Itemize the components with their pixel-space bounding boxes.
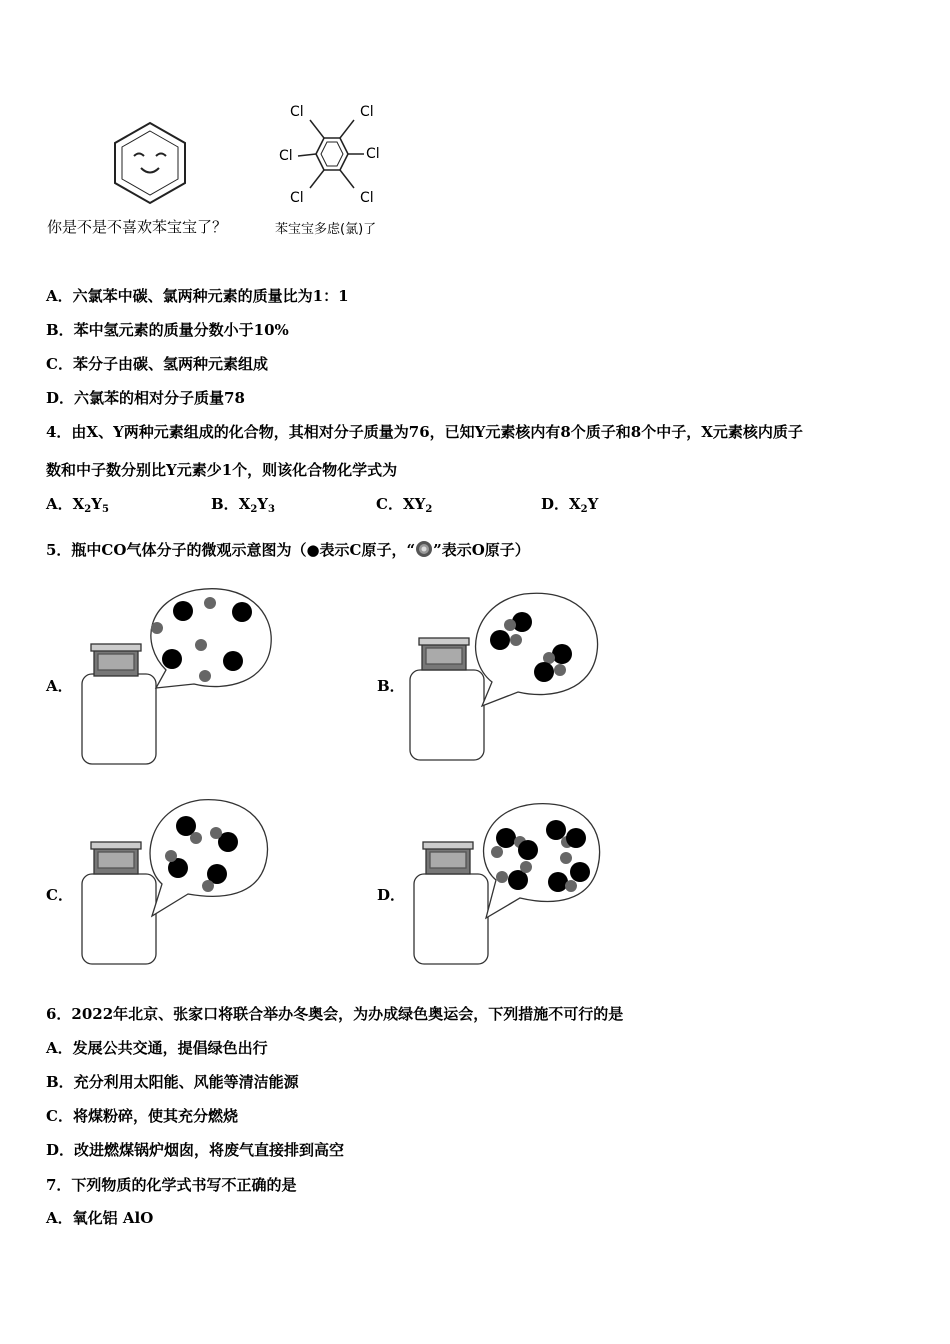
- q5-option-a-label: A．: [46, 677, 73, 695]
- q3-option-d: D．六氯苯的相对分子质量78: [46, 389, 245, 407]
- q5-option-b-diagram: [404, 588, 604, 768]
- figure-caption-left: 你是不是不喜欢苯宝宝了？: [47, 218, 228, 236]
- q5-option-c-label: C．: [46, 886, 73, 904]
- q4-option-c: C．$XY_2$: [376, 495, 433, 515]
- q7-option-a: A．氧化铝 AlO: [46, 1209, 154, 1227]
- cl-label: Cl: [290, 190, 304, 206]
- speech-bubble: [484, 804, 600, 918]
- q4-option-a: A．$X_2Y_5$: [46, 495, 109, 515]
- q4-option-b: B．$X_2Y_3$: [211, 495, 275, 515]
- q3-option-a: A．六氯苯中碳、氯两种元素的质量比为1：1: [46, 287, 349, 305]
- gas-bottle: [414, 842, 488, 964]
- q4-stem-line2: 数和中子数分别比Y元素少1个，则该化合物化学式为: [46, 461, 398, 479]
- figure-caption-right: 苯宝宝多虑(氯)了: [275, 222, 377, 237]
- cl-label: Cl: [360, 190, 374, 206]
- q5-stem: 5．瓶中CO气体分子的微观示意图为（●表示C原子，“ ”表示O原子）: [46, 541, 530, 559]
- gas-bottle: [82, 644, 156, 764]
- q5-option-b-label: B．: [377, 677, 405, 695]
- gas-bottle: [82, 842, 156, 964]
- cl-label: Cl: [366, 146, 380, 162]
- q7-stem: 7．下列物质的化学式书写不正确的是: [46, 1176, 297, 1194]
- q3-option-b: B．苯中氢元素的质量分数小于10%: [46, 321, 289, 339]
- q6-option-b: B．充分利用太阳能、风能等清洁能源: [46, 1073, 299, 1091]
- q3-option-c: C．苯分子由碳、氢两种元素组成: [46, 355, 268, 373]
- cl-label: Cl: [290, 104, 304, 120]
- q4-stem-line1: 4．由X、Y两种元素组成的化合物，其相对分子质量为76，已知Y元素核内有8个质子和8个中子，X元素核内质子: [46, 423, 803, 441]
- oxygen-atom-icon: [415, 540, 433, 558]
- speech-bubble: [476, 593, 598, 706]
- q6-option-a: A．发展公共交通，提倡绿色出行: [46, 1039, 268, 1057]
- cl-label: Cl: [360, 104, 374, 120]
- q5-option-c-diagram: [76, 796, 276, 971]
- q5-option-d-diagram: [404, 800, 608, 972]
- q6-option-c: C．将煤粉碎，使其充分燃烧: [46, 1107, 238, 1125]
- q6-option-d: D．改进燃煤锅炉烟囱，将废气直接排到高空: [46, 1141, 345, 1159]
- gas-bottle: [410, 638, 484, 760]
- cl-label: Cl: [279, 148, 293, 164]
- benzene-face-figure: [105, 118, 195, 208]
- q4-option-d: D．$X_2Y$: [541, 495, 599, 515]
- q5-option-a-diagram: [76, 582, 276, 772]
- q5-option-d-label: D．: [377, 886, 406, 904]
- q6-stem: 6．2022年北京、张家口将联合举办冬奥会，为办成绿色奥运会，下列措施不可行的是: [46, 1005, 624, 1023]
